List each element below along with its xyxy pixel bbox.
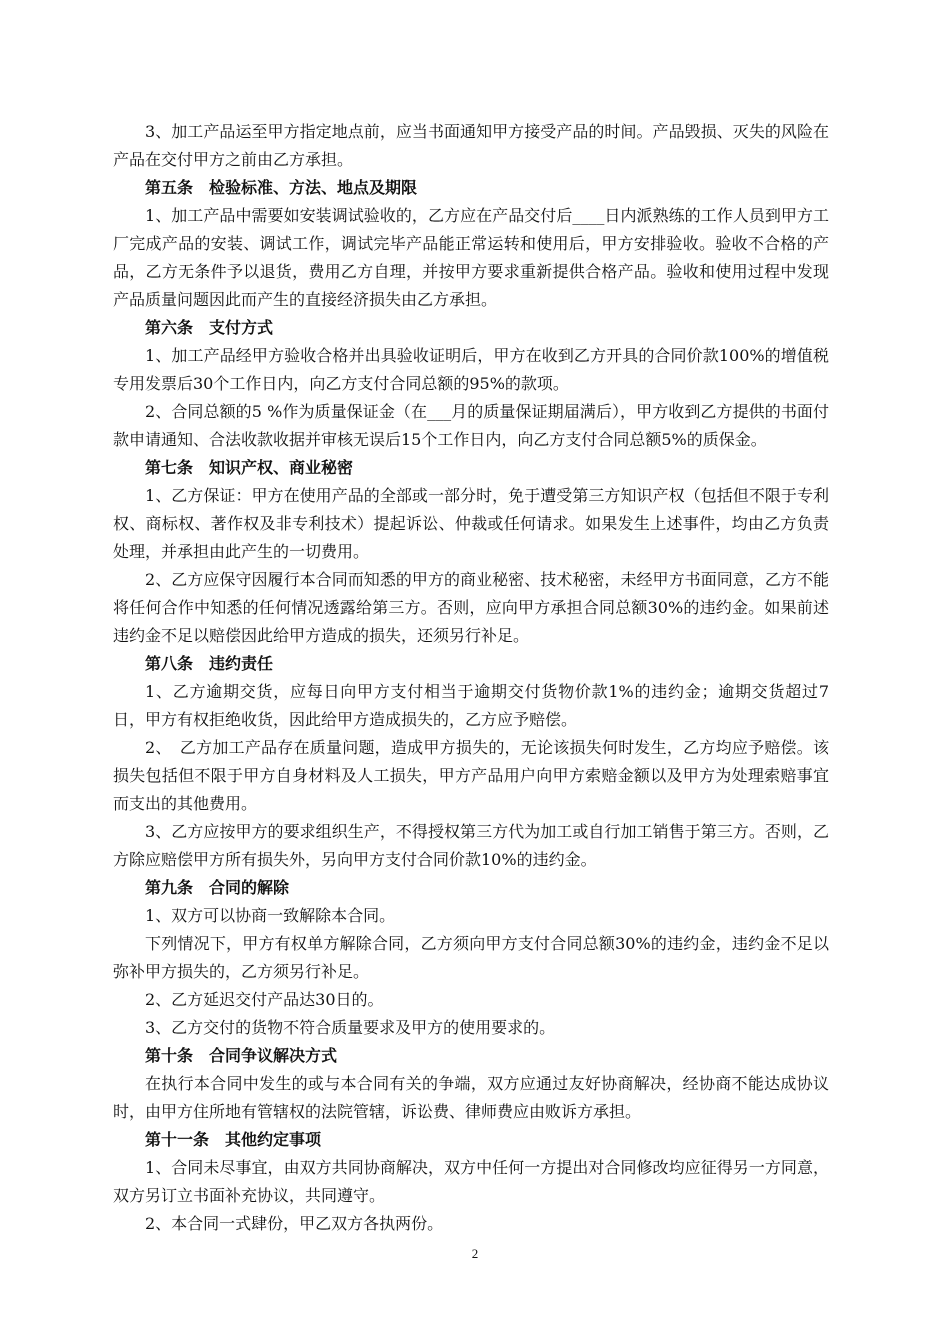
paragraph-liability-3: 3、乙方应按甲方的要求组织生产，不得授权第三方代为加工或自行加工销售于第三方。否则，乙方除应赔偿甲方所有损失外，另向甲方支付合同价款10%的违约金。: [113, 822, 829, 869]
paragraph-ip-2: 2、乙方应保守因履行本合同而知悉的甲方的商业秘密、技术秘密，未经甲方书面同意，乙方不能将任何合作中知悉的任何情况透露给第三方。否则，应向甲方承担合同总额30%的违约金。如果前述违约金不足以赔偿因此给甲方造成的损失，还须另行补足。: [113, 570, 829, 645]
paragraph-ip-1: 1、乙方保证：甲方在使用产品的全部或一部分时，免于遭受第三方知识产权（包括但不限于专利权、商标权、著作权及非专利技术）提起诉讼、仲裁或任何请求。如果发生上述事件，均由乙方负责处理，并承担由此产生的一切费用。: [113, 486, 829, 561]
paragraph-termination-1: 1、双方可以协商一致解除本合同。: [145, 906, 396, 925]
paragraph-termination-3: 3、乙方交付的货物不符合质量要求及甲方的使用要求的。: [145, 1018, 556, 1037]
paragraph-termination-2: 2、乙方延迟交付产品达30日的。: [145, 990, 384, 1009]
paragraph-other-2: 2、本合同一式肆份，甲乙双方各执两份。: [145, 1214, 444, 1233]
section-heading-article-5: 第五条 检验标准、方法、地点及期限: [145, 178, 418, 197]
paragraph-liability-2: 2、 乙方加工产品存在质量问题，造成甲方损失的，无论该损失何时发生，乙方均应予赔偿。该损失包括但不限于甲方自身材料及人工损失，甲方产品用户向甲方索赔金额以及甲方为处理索赔事宜而支出的其他费用。: [113, 738, 829, 813]
section-heading-article-10: 第十条 合同争议解决方式: [145, 1046, 338, 1065]
paragraph-other-1: 1、合同未尽事宜，由双方共同协商解决，双方中任何一方提出对合同修改均应征得另一方同意，双方另订立书面补充协议，共同遵守。: [113, 1158, 829, 1205]
paragraph-3-delivery-notice: 3、加工产品运至甲方指定地点前，应当书面通知甲方接受产品的时间。产品毁损、灭失的风险在产品在交付甲方之前由乙方承担。: [113, 122, 829, 169]
page-number: 2: [471, 1246, 479, 1261]
paragraph-termination-conditions: 下列情况下，甲方有权单方解除合同，乙方须向甲方支付合同总额30%的违约金，违约金不足以弥补甲方损失的，乙方须另行补足。: [113, 934, 829, 981]
section-heading-article-8: 第八条 违约责任: [145, 654, 274, 673]
document-body: [113, 118, 829, 1238]
paragraph-payment-1: 1、加工产品经甲方验收合格并出具验收证明后，甲方在收到乙方开具的合同价款100%的增值税专用发票后30个工作日内，向乙方支付合同总额的95%的款项。: [113, 346, 829, 393]
section-heading-article-7: 第七条 知识产权、商业秘密: [145, 458, 354, 477]
paragraph-liability-1: 1、乙方逾期交货，应每日向甲方支付相当于逾期交付货物价款1%的违约金；逾期交货超过7日，甲方有权拒绝收货，因此给甲方造成损失的，乙方应予赔偿。: [113, 682, 829, 729]
section-heading-article-11: 第十一条 其他约定事项: [145, 1130, 322, 1149]
paragraph-dispute: 在执行本合同中发生的或与本合同有关的争端，双方应通过友好协商解决，经协商不能达成协议时，由甲方住所地有管辖权的法院管辖，诉讼费、律师费应由败诉方承担。: [113, 1074, 829, 1121]
paragraph-payment-2: 2、合同总额的5 %作为质量保证金（在___月的质量保证期届满后），甲方收到乙方提供的书面付款申请通知、合法收款收据并审核无误后15个工作日内，向乙方支付合同总额5%的质保金。: [113, 402, 829, 449]
paragraph-inspection-1: 1、加工产品中需要如安装调试验收的，乙方应在产品交付后____日内派熟练的工作人员到甲方工厂完成产品的安装、调试工作，调试完毕产品能正常运转和使用后，甲方安排验收。验收不合格的产品，乙方无条件予以退货，费用乙方自理，并按甲方要求重新提供合格产品。验收和使用过程中发现产品质量问题因此而产生的直接经济损失由乙方承担。: [113, 206, 829, 309]
section-heading-article-6: 第六条 支付方式: [145, 318, 274, 337]
section-heading-article-9: 第九条 合同的解除: [145, 878, 290, 897]
